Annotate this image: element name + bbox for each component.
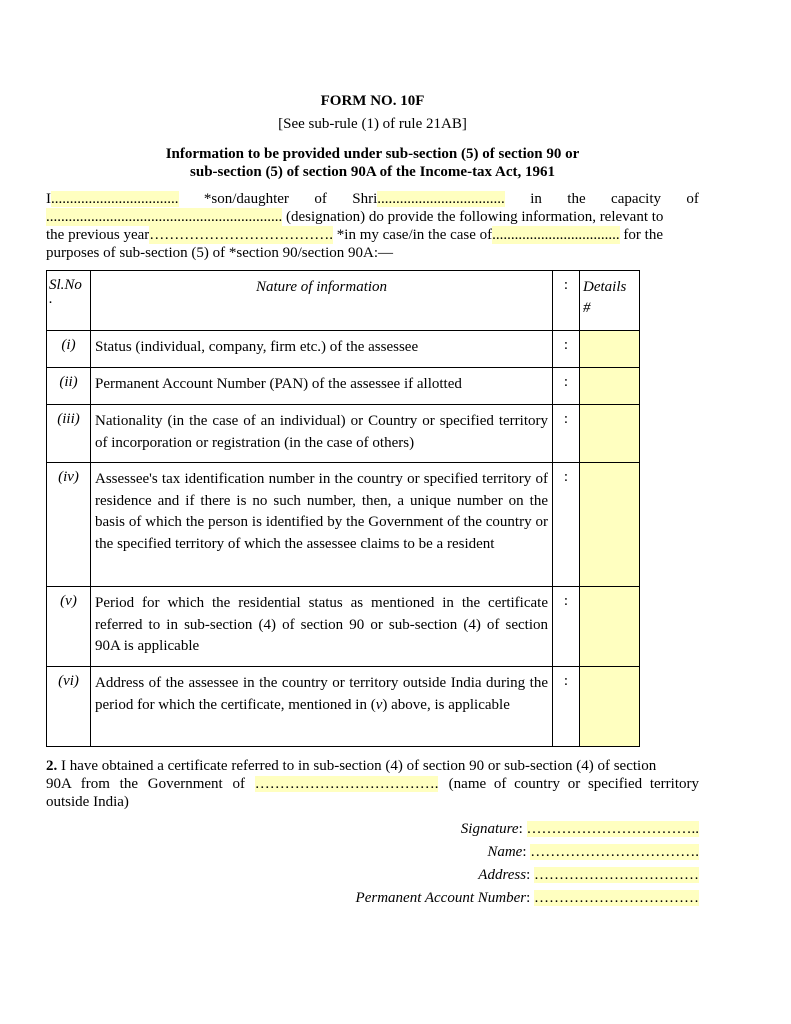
pan-label: Permanent Account Number [355,890,527,906]
header-sl-no [47,271,91,331]
name-input-field[interactable]: ……………………………. [530,844,699,860]
intro-text: of [314,191,327,207]
details-field-address[interactable] [580,667,640,747]
row-colon: : [553,463,580,587]
signature-label: Signature [460,821,519,837]
para2-number: 2. [46,758,58,774]
row-text: Assessee's tax identification number in the country or specified territory of residence and if there is no such number, then, a unique number on the basis of which the person is identified by the Government of the country or the specified territory of which the assessee claims to be a resident [91,463,553,587]
table-row [47,667,640,747]
para2-line-3: outside India) [46,794,129,810]
intro-text: in [530,191,542,207]
intro-text: the previous year [46,227,150,243]
pan-line: Permanent Account Number: …………………………… [355,890,699,906]
name-field[interactable]: .................................. [51,191,179,207]
address-label: Address [478,867,527,883]
row-serial: (i) [47,331,91,368]
para2-text: (name of country or specified territory [440,776,699,792]
intro-paragraph [46,190,699,262]
intro-text: *in my case/in the case of [333,227,493,243]
details-field-status[interactable] [580,331,640,368]
row-text: Nationality (in the case of an individual) or Country or specified territory of incorporation or registration (in the case of others) [91,405,553,463]
intro-line-3 [46,226,699,244]
header-details [580,271,640,331]
table-row [47,463,640,587]
row-colon: : [553,405,580,463]
row-text: Address of the assessee in the country or territory outside India during the period for which the certificate, mentioned in (v) above, is applicable [91,667,553,747]
intro-text: I [46,191,51,207]
row-text: Permanent Account Number (PAN) of the assessee if allotted [91,368,553,405]
header-nature: Nature of information [91,271,553,331]
row-serial: (ii) [47,368,91,405]
intro-text: (designation) do provide the following information, relevant to [282,209,664,225]
header-details-hash: # [583,300,591,316]
intro-text: of [686,191,699,207]
row-serial: (vi) [47,667,91,747]
intro-line-4: purposes of sub-section (5) of *section 90/section 90A:— [46,245,394,261]
heading-line-2: sub-section (5) of section 90A of the Income-tax Act, 1961 [190,164,555,180]
header-sl-no-label: Sl.No [49,277,82,293]
previous-year-field[interactable]: ………………………………. [149,227,334,243]
intro-text: Shri [352,191,378,207]
signature-field[interactable]: …………………………….. [526,821,699,837]
father-name-field[interactable]: .................................. [377,191,505,207]
para2-text: I have obtained a certificate referred to in sub-section (4) of section 90 or sub-section (4) of section [57,758,657,774]
country-field[interactable]: ………………………………. [254,776,439,792]
row-colon: : [553,368,580,405]
table-row [47,405,640,463]
table-header-row [47,271,640,331]
details-field-nationality[interactable] [580,405,640,463]
address-line: Address: …………………………… [478,867,699,883]
para2-text: 90A from the Government of [46,776,255,792]
intro-text: capacity [611,191,661,207]
row-colon: : [553,667,580,747]
table-row [47,331,640,368]
intro-text: *son/daughter [203,191,289,207]
designation-field[interactable]: ............................................................... [46,209,283,225]
row-text: Period for which the residential status as mentioned in the certificate referred to in sub-section (4) of section 90 or sub-section (4) of section 90A is applicable [91,587,553,667]
name-label: Name [487,844,523,860]
row-serial: (iv) [47,463,91,587]
row-colon: : [553,587,580,667]
intro-text: for the [619,227,663,243]
intro-text: the [567,191,586,207]
details-field-period[interactable] [580,587,640,667]
para2-line-1 [46,757,699,775]
details-field-pan[interactable] [580,368,640,405]
header-sl-no-dot: . [49,291,53,307]
table-row [47,368,640,405]
row-text: Status (individual, company, firm etc.) of the assessee [91,331,553,368]
row-serial: (iii) [47,405,91,463]
row-serial: (v) [47,587,91,667]
header-details-label: Details [583,279,627,295]
row-colon: : [553,331,580,368]
form-subrule: [See sub-rule (1) of rule 21AB] [278,116,467,132]
para2-line-2 [46,775,699,793]
signature-line: Signature: …………………………….. [460,821,699,837]
address-field[interactable]: …………………………… [534,867,699,883]
heading-line-1: Information to be provided under sub-section (5) of section 90 or [165,146,580,162]
form-title: FORM NO. 10F [320,93,425,109]
pan-field[interactable]: …………………………… [534,890,699,906]
information-table [46,270,640,747]
name-line: Name: ……………………………. [487,844,699,860]
certificate-paragraph [46,757,699,811]
case-of-field[interactable]: .................................. [492,227,620,243]
header-colon: : [553,271,580,331]
intro-line-2 [46,208,699,226]
table-row [47,587,640,667]
details-field-tin[interactable] [580,463,640,587]
form-heading [86,145,659,181]
intro-line-1 [46,190,699,208]
